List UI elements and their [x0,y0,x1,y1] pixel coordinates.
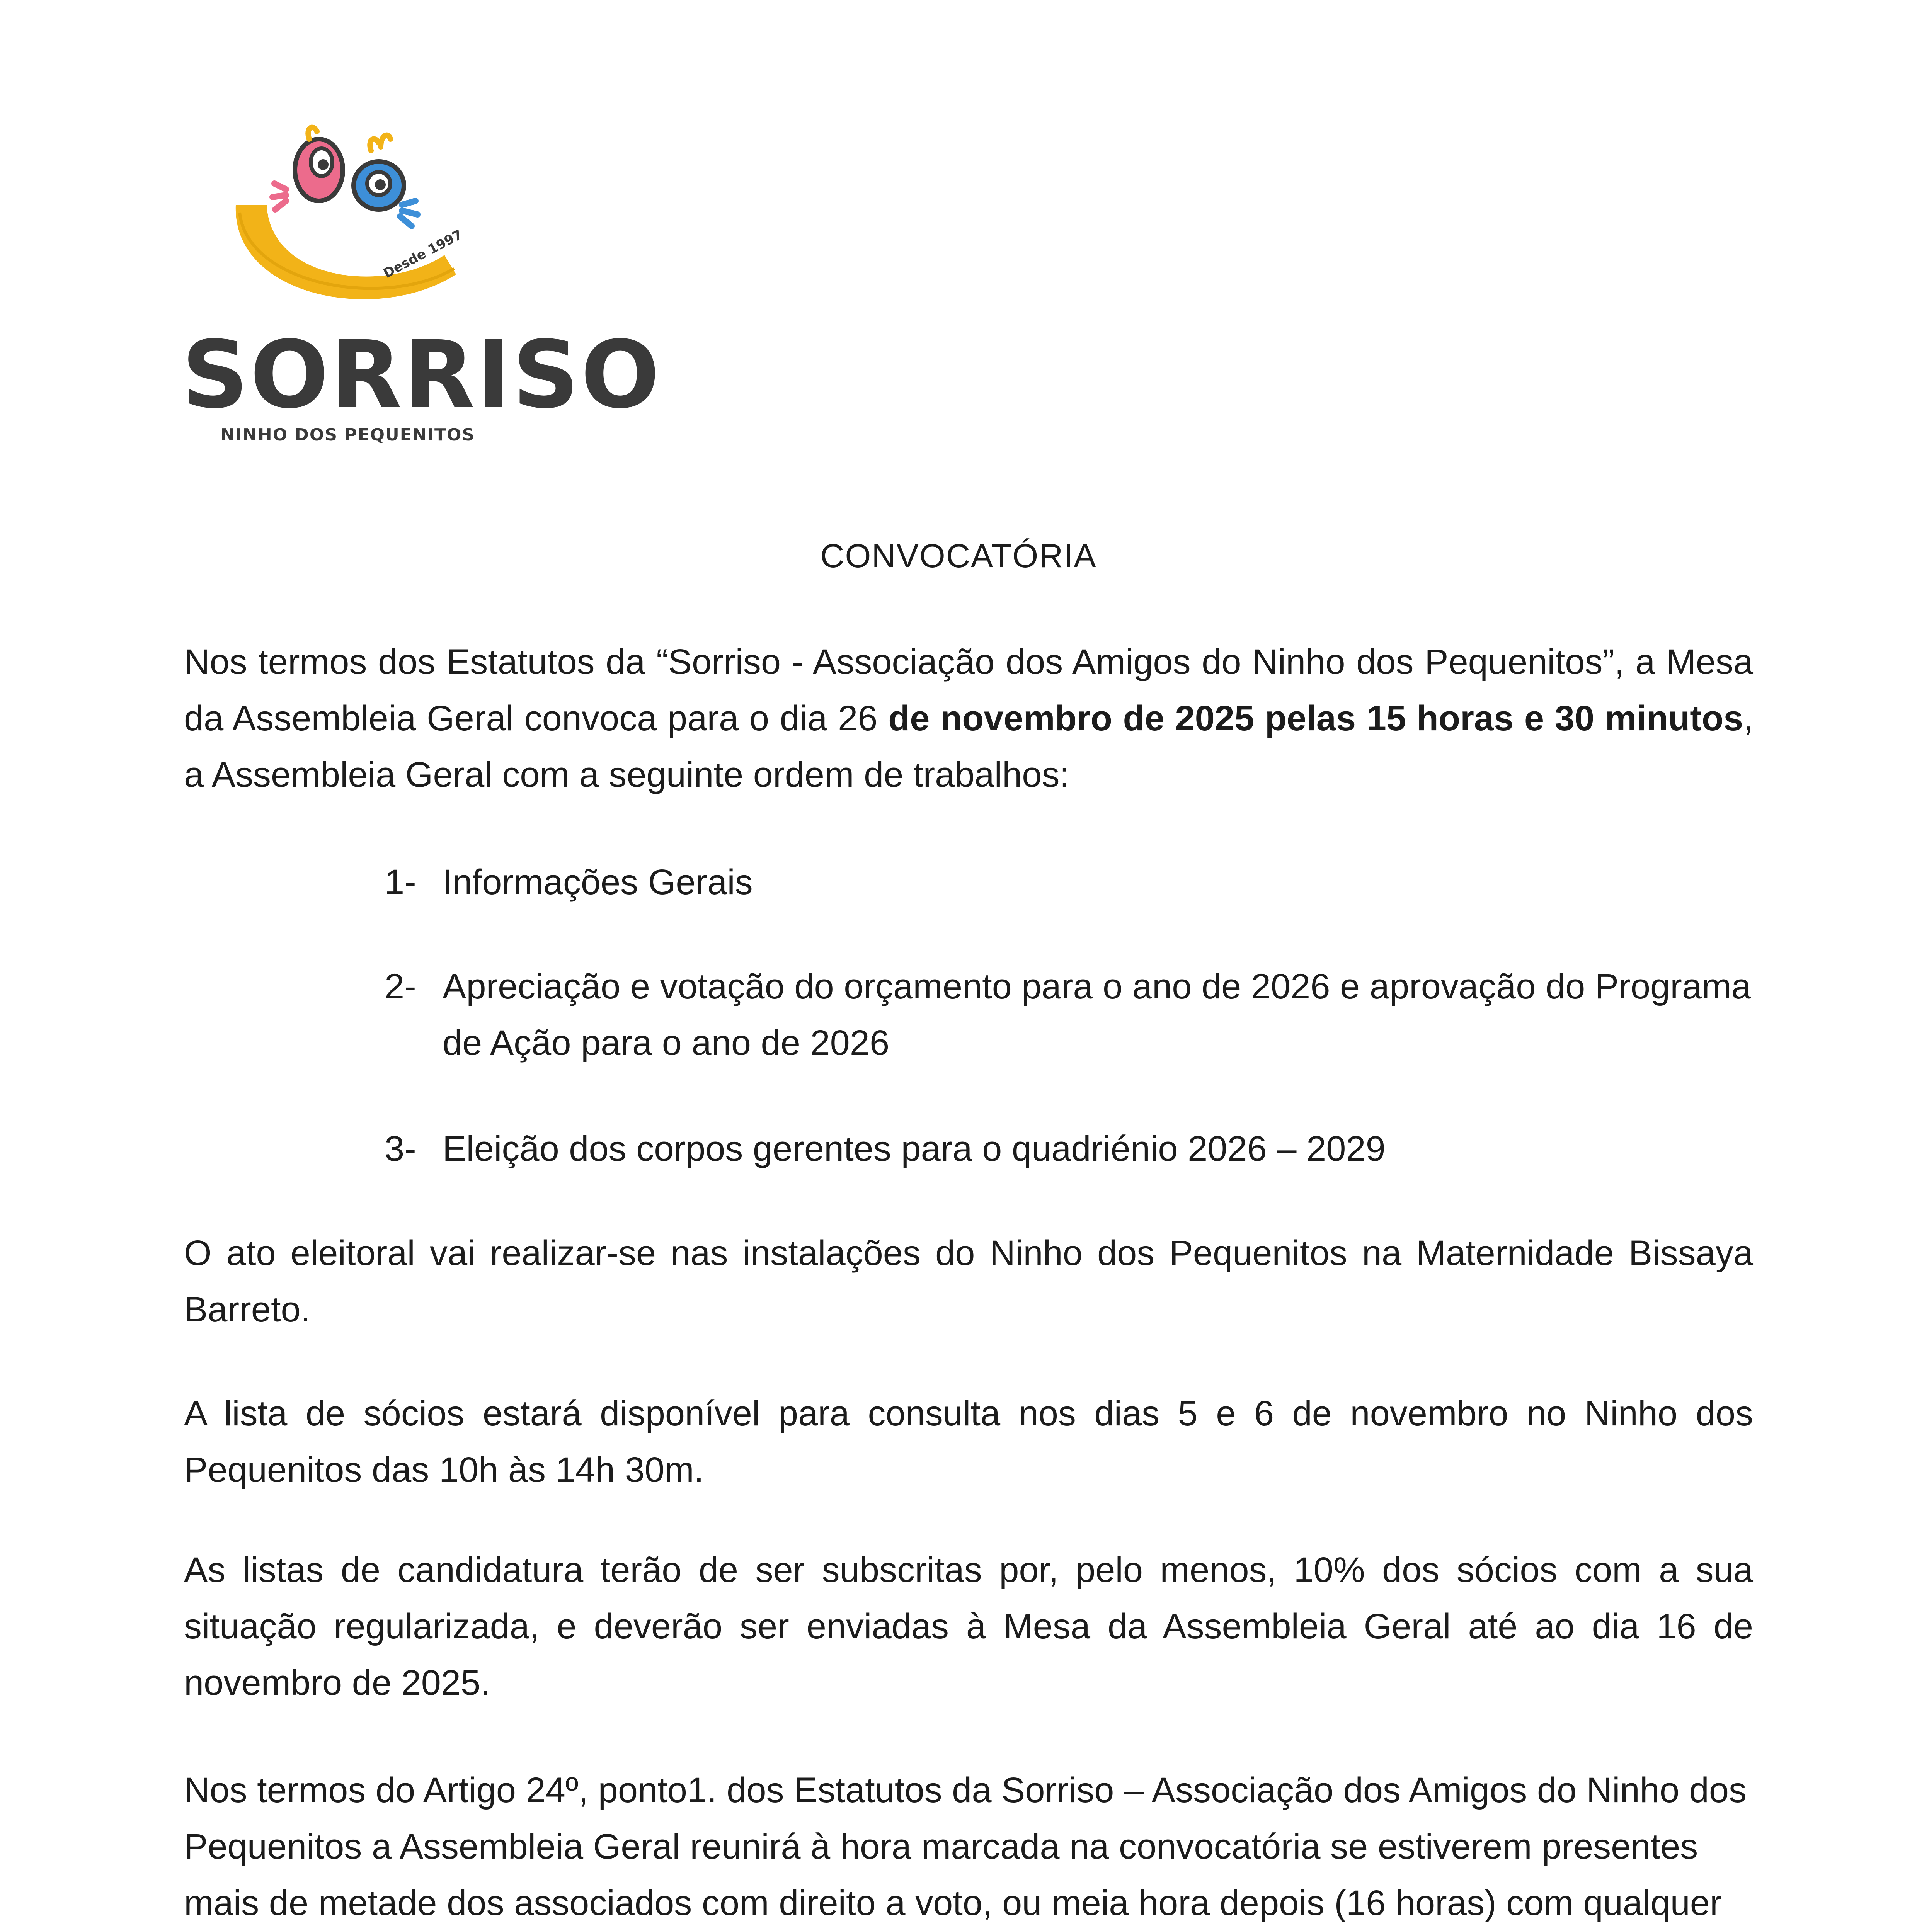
intro-date-bold: de novembro de 2025 pelas 15 horas e 30 minutos [888,699,1743,738]
logo-wordmark: SORRISO [182,321,661,429]
agenda-item-number: 2- [385,967,416,1006]
intro-paragraph [184,634,1753,803]
smiley-face-icon [170,116,518,332]
intro-text-2: , a Assembleia Geral com a seguinte ordem de trabalhos: [184,699,1753,794]
document-title: CONVOCATÓRIA [820,537,1097,575]
quorum-paragraph: Nos termos do Artigo 24º, ponto1. dos Estatutos da Sorriso – Associação dos Amigos do Ninho dos Pequenitos a Assembleia Geral reunirá à hora marcada na convocatória se estiverem presentes mais de metade dos associados com direito a voto, ou meia hora depois (16 horas) com qualquer [184,1770,1747,1923]
logo-tagline: NINHO DOS PEQUENITOS [220,425,475,445]
agenda-item-text: Informações Gerais [443,862,753,902]
sorriso-logo [170,116,661,464]
intro-text-1: Nos termos dos Estatutos da “Sorriso - Associação dos Amigos do Ninho dos Pequenitos”, a Mesa da Assembleia Geral convoca para o dia 26 [184,642,1753,738]
members-list-paragraph: A lista de sócios estará disponível para consulta nos dias 5 e 6 de novembro no Ninho dos Pequenitos das 10h às 14h 30m. [184,1394,1753,1490]
electoral-paragraph: O ato eleitoral vai realizar-se nas instalações do Ninho dos Pequenitos na Maternidade Bissaya Barreto. [184,1233,1753,1329]
agenda-item-text: Eleição dos corpos gerentes para o quadriénio 2026 – 2029 [443,1129,1386,1168]
candidates-paragraph: As listas de candidatura terão de ser subscritas por, pelo menos, 10% dos sócios com a sua situação regularizada, e deverão ser enviadas à Mesa da Assembleia Geral até ao dia 16 de novembro de 2025. [184,1550,1753,1702]
agenda-item-text: Apreciação e votação do orçamento para o ano de 2026 e aprovação do Programa de Ação para o ano de 2026 [443,967,1751,1063]
agenda-item [385,854,1755,910]
agenda-item-number: 1- [385,862,416,902]
agenda-item-number: 3- [385,1129,416,1168]
agenda-item [385,958,1755,1071]
logo-badge: Desde 1997 [381,226,465,281]
agenda-item [385,1121,1755,1177]
